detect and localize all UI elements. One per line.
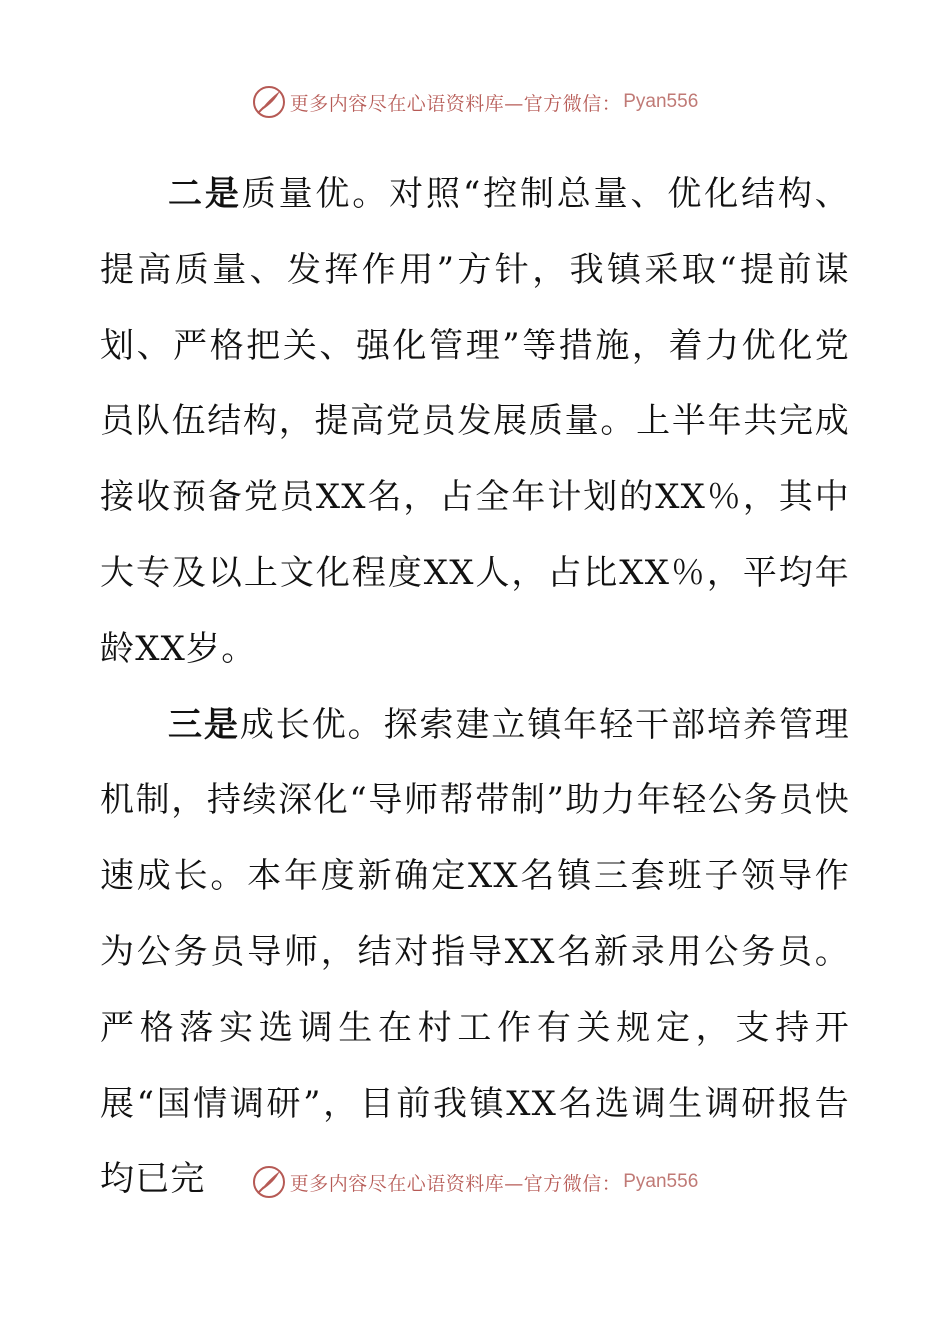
watermark-wechat-id: Pyan556 [623, 1171, 699, 1192]
quill-logo-icon [252, 85, 286, 119]
quill-logo-icon [252, 1165, 286, 1199]
paragraph-quality [100, 157, 850, 688]
paragraph-lead: 二是 [168, 174, 242, 214]
watermark-footer [0, 1162, 950, 1202]
paragraph-lead: 三是 [168, 704, 240, 745]
paragraph-text: 质量优。对照“控制总量、优化结构、提高质量、发挥作用”方针，我镇采取“提前谋划、严格把关、强化管理”等措施，着力优化党员队伍结构，提高党员发展质量。上半年共完成接收预备党员XX名，占全年计划的XX％，其中大专及以上文化程度XX人，占比XX％，平均年龄XX岁。 [100, 174, 850, 669]
watermark-wechat-id: Pyan556 [623, 91, 699, 112]
watermark-text: 更多内容尽在心语资料库—官方微信： [289, 1172, 622, 1195]
document-body [100, 157, 850, 1218]
watermark-text: 更多内容尽在心语资料库—官方微信： [289, 92, 622, 115]
paragraph-text: 成长优。探索建立镇年轻干部培养管理机制，持续深化“导师帮带制”助力年轻公务员快速成长。本年度新确定XX名镇三套班子领导作为公务员导师，结对指导XX名新录用公务员。严格落实选调生在村工作有关规定，支持开展“国情调研”，目前我镇XX名选调生调研报告均已完 [100, 704, 850, 1200]
watermark-header [0, 82, 950, 122]
paragraph-growth [100, 688, 850, 1219]
